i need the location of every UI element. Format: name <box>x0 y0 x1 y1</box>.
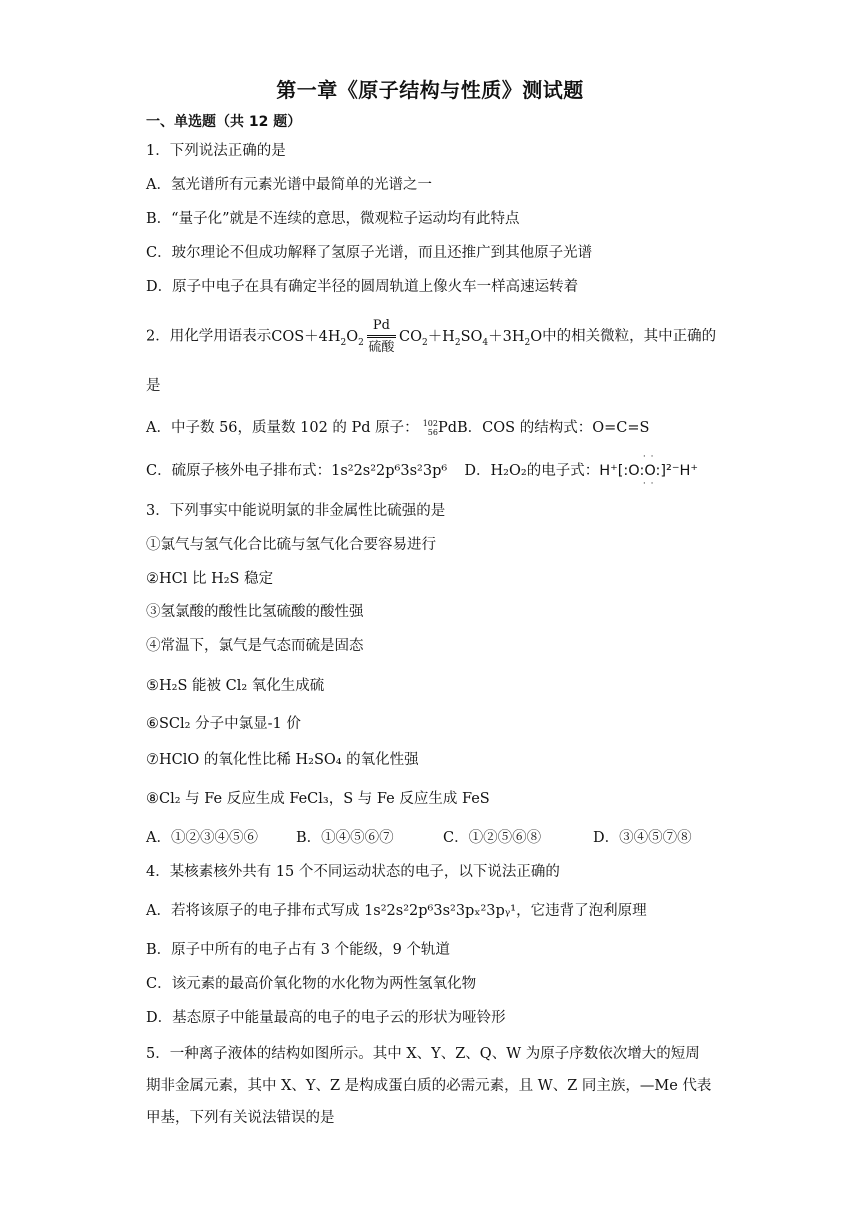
q3-option-b: B．①④⑤⑥⑦ <box>296 830 394 846</box>
q2-eq-right: $CO_2+H_2SO_4+3H_2O$ <box>398 328 543 348</box>
q4-option-c: C．该元素的最高价氧化物的水化物为两性氢氧化物 <box>146 976 477 992</box>
q2-option-b: B．COS 的结构式：O=C=S <box>457 420 650 436</box>
q3-option-c: C．①②⑤⑥⑧ <box>443 830 542 846</box>
q3-item: ①氯气与氢气化合比硫与氢气化合要容易进行 <box>146 537 436 553</box>
q2-stem <box>146 318 716 360</box>
q2-stem-suffix: 中的相关微粒，其中正确的 <box>542 328 717 345</box>
q2-electron-config: 1s²2s²2p⁶3s²3p⁶ <box>331 463 448 479</box>
section-heading: 一、单选题（共 12 题） <box>146 114 302 130</box>
q4-option-d: D．基态原子中能量最高的电子的电子云的形状为哑铃形 <box>146 1010 506 1026</box>
q2-option-a: A．中子数 56，质量数 102 的 Pd 原子： 102 56PdB．COS 的结构式：O=C=S <box>146 419 650 437</box>
q2-condition: 硫酸 <box>368 340 395 355</box>
q2-stem-tail: 是 <box>146 378 161 394</box>
q1-option-a: A．氢光谱所有元素光谱中最简单的光谱之一 <box>146 177 432 193</box>
q3-stem: 3．下列事实中能说明氯的非金属性比硫强的是 <box>146 503 446 519</box>
q1-option-d: D．原子中电子在具有确定半径的圆周轨道上像火车一样高速运转着 <box>146 279 579 295</box>
q3-item: ③氢氯酸的酸性比氢硫酸的酸性强 <box>146 604 364 620</box>
q3-item: ⑧Cl₂ 与 Fe 反应生成 FeCl₃，S 与 Fe 反应生成 FeS <box>146 791 490 807</box>
q2-catalyst: Pd <box>367 318 396 338</box>
q3-item: ②HCl 比 H₂S 稳定 <box>146 571 274 587</box>
q4-stem: 4．某核素核外共有 15 个不同运动状态的电子，以下说法正确的 <box>146 864 560 880</box>
q2-reaction-arrow <box>367 318 396 355</box>
q1-stem: 1．下列说法正确的是 <box>146 143 286 159</box>
q3-item: ⑥SCl₂ 分子中氯显-1 价 <box>146 716 301 732</box>
q2-eq-left: $COS+4H_2O_2$ <box>271 328 364 348</box>
q2-isotope-notation: 102 56 <box>422 419 438 437</box>
q3-item: ④常温下，氯气是气态而硫是固态 <box>146 638 364 654</box>
q2-stem-prefix: 2．用化学用语表示 <box>146 328 272 345</box>
q4-option-b: B．原子中所有的电子占有 3 个能级，9 个轨道 <box>146 942 450 958</box>
q3-options <box>146 828 692 848</box>
q2-option-c: C．硫原子核外电子排布式：1s²2s²2p⁶3s²3p⁶ D．H₂O₂的电子式：· · H⁺[:O:O:]²⁻H⁺ · · <box>146 461 698 481</box>
q3-option-a: A．①②③④⑤⑥ <box>146 830 258 846</box>
document-title: 第一章《原子结构与性质》测试题 <box>276 78 584 102</box>
q3-item: ⑤H₂S 能被 Cl₂ 氧化生成硫 <box>146 678 325 694</box>
q3-item: ⑦HClO 的氧化性比稀 H₂SO₄ 的氧化性强 <box>146 752 419 768</box>
q1-option-b: B．“量子化”就是不连续的意思，微观粒子运动均有此特点 <box>146 211 520 227</box>
q1-option-c: C．玻尔理论不但成功解释了氢原子光谱，而且还推广到其他原子光谱 <box>146 245 593 261</box>
q5-stem: 5．一种离子液体的结构如图所示。其中 X、Y、Z、Q、W 为原子序数依次增大的短周期非金属元素，其中 X、Y、Z 是构成蛋白质的必需元素，且 W、Z 同主族，—Me 代表甲基，下列有关说法错误的是 <box>146 1046 712 1126</box>
q3-option-d: D．③④⑤⑦⑧ <box>593 830 692 846</box>
q4-option-a: A．若将该原子的电子排布式写成 1s²2s²2p⁶3s²3pₓ²3pᵧ¹，它违背了泡利原理 <box>146 903 647 919</box>
q2-option-d: D．H₂O₂的电子式：· · H⁺[:O:O:]²⁻H⁺ · · <box>464 463 698 479</box>
q2-electron-dot-formula: · · H⁺[:O:O:]²⁻H⁺ · · <box>599 461 698 481</box>
